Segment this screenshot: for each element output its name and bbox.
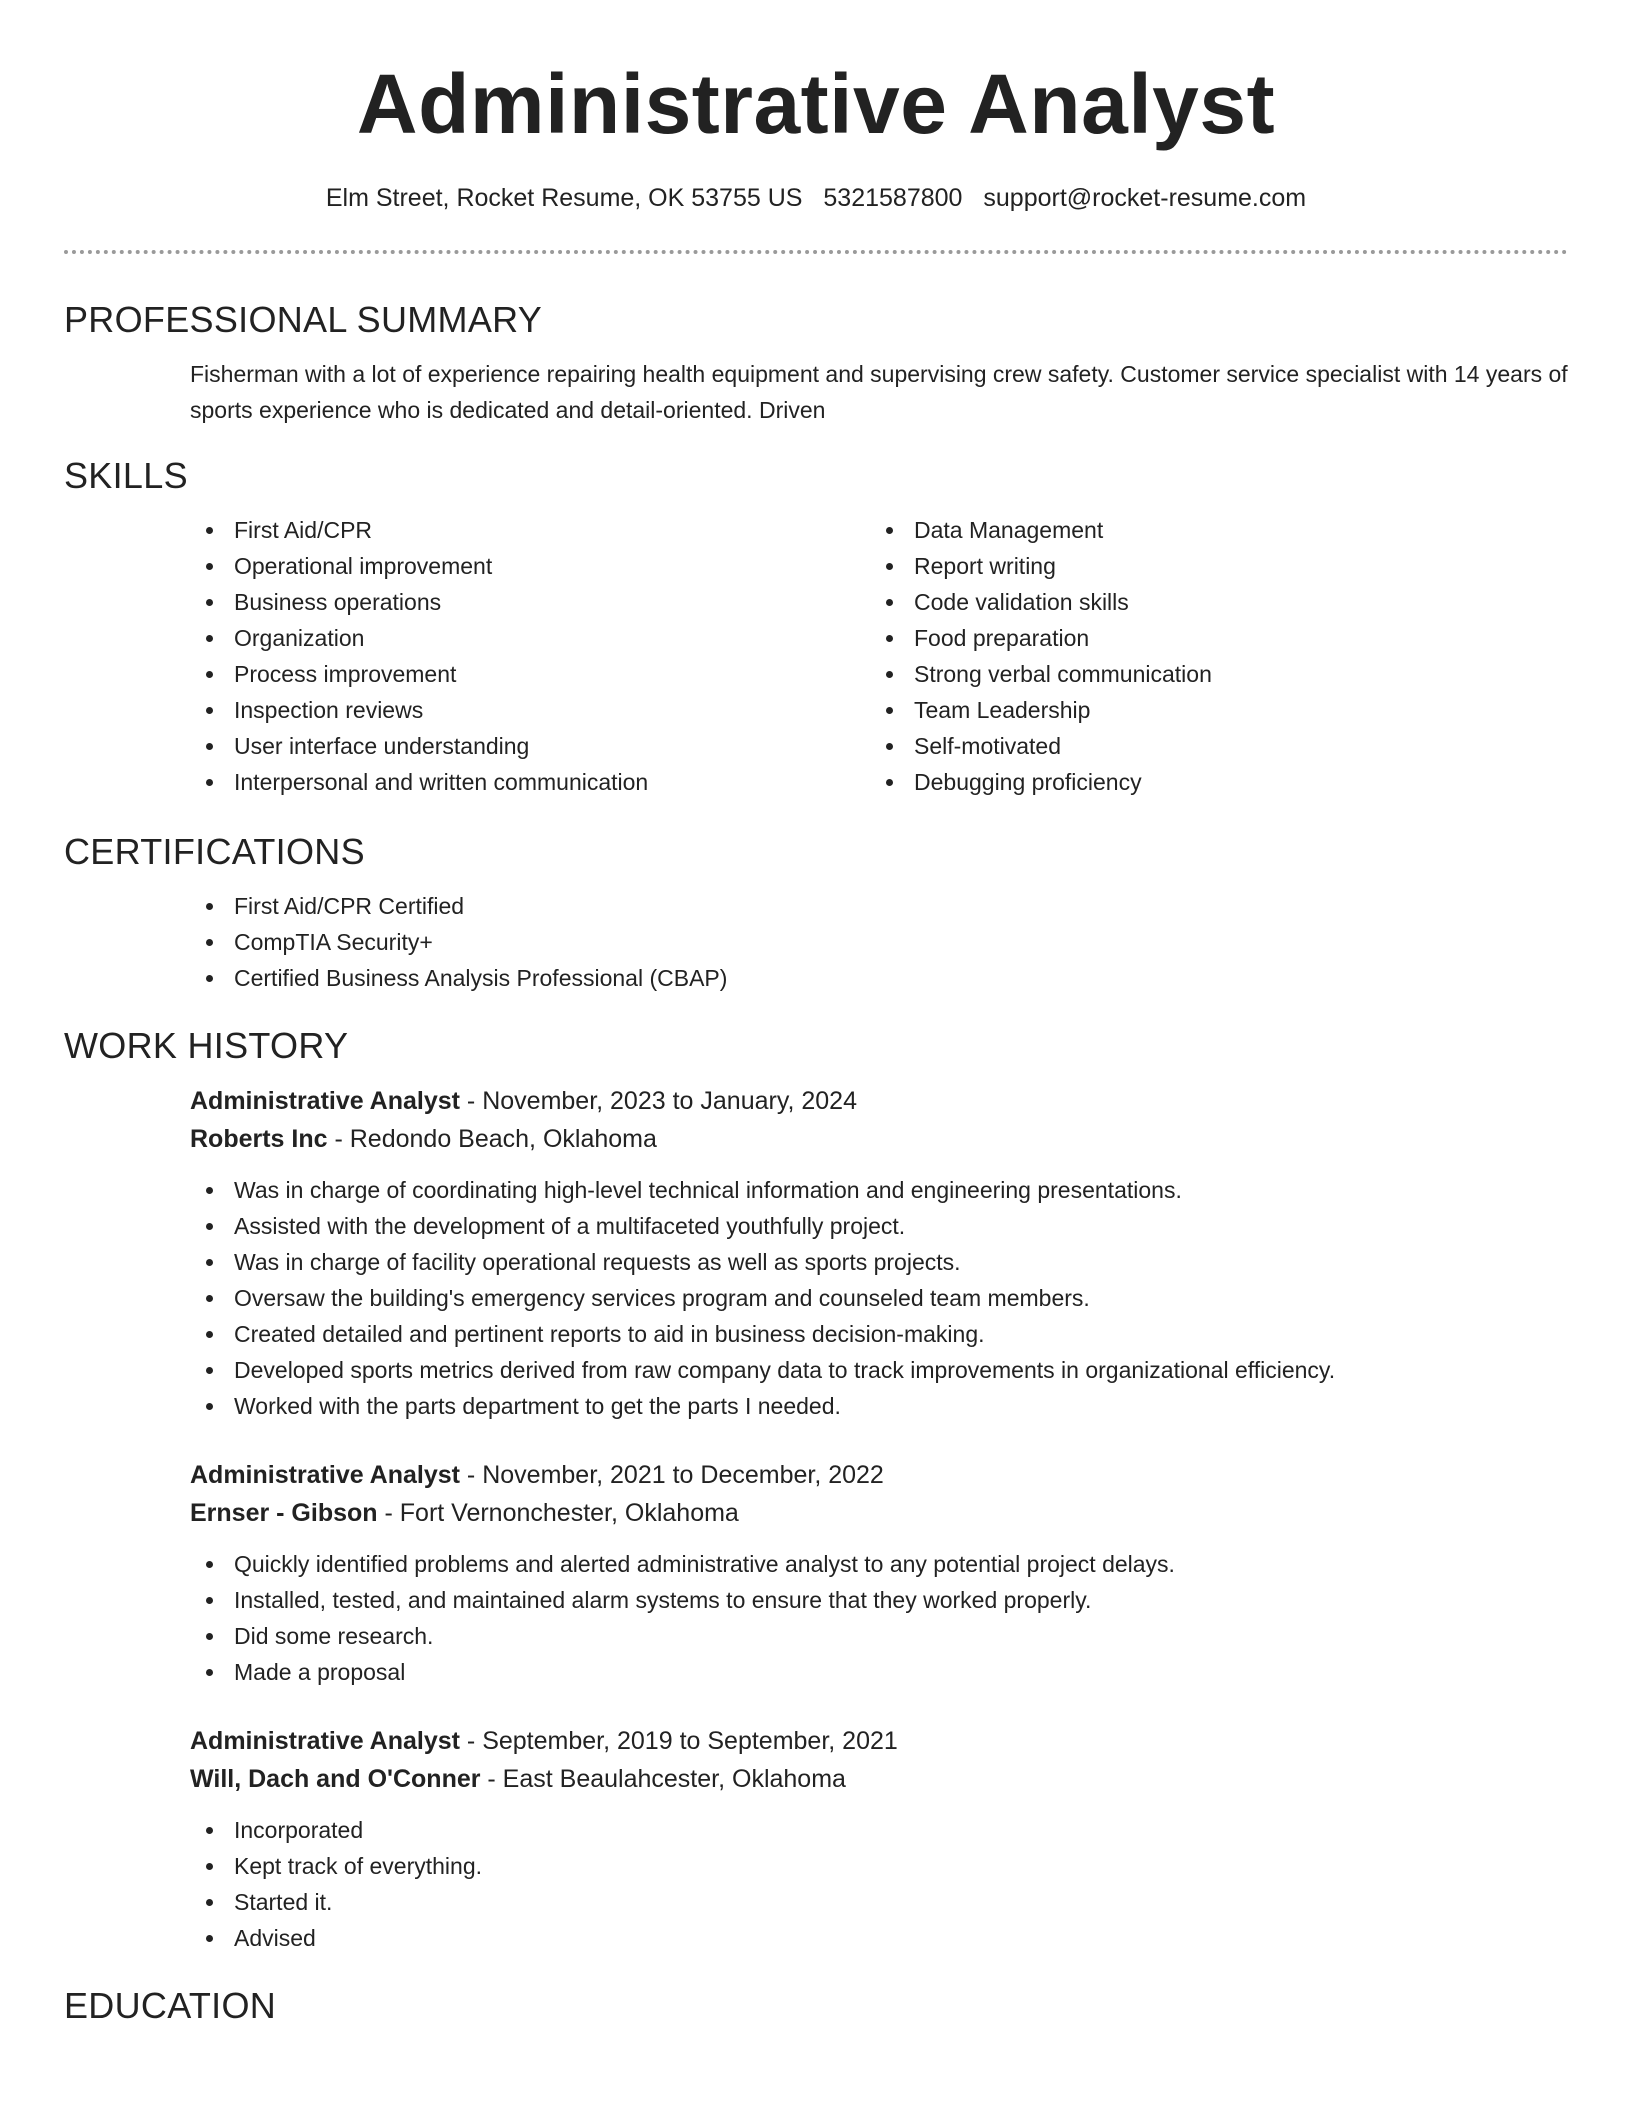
job-company-line — [190, 1120, 1568, 1158]
skill-item: User interface understanding — [190, 728, 870, 764]
job-dates: - November, 2021 to December, 2022 — [459, 1461, 884, 1489]
skill-item: Strong verbal communication — [870, 656, 1550, 692]
job-duty: Kept track of everything. — [190, 1848, 1568, 1884]
certifications-title: CERTIFICATIONS — [64, 831, 365, 872]
job-company: Will, Dach and O'Conner — [190, 1765, 481, 1793]
job-duties-list — [190, 1812, 1568, 1956]
job-duty: Assisted with the development of a multifaceted youthfully project. — [190, 1208, 1568, 1244]
candidate-name: Administrative Analyst — [356, 57, 1276, 151]
skill-item: Process improvement — [190, 656, 870, 692]
job-company-line — [190, 1494, 1568, 1532]
skill-item: Team Leadership — [870, 692, 1550, 728]
certifications-list — [190, 888, 1568, 996]
job-company-line — [190, 1760, 1568, 1798]
resume-header — [64, 0, 1568, 214]
skill-item: First Aid/CPR — [190, 512, 870, 548]
job-location: - East Beaulahcester, Oklahoma — [480, 1765, 846, 1793]
certifications-section — [64, 830, 1568, 996]
job-company: Roberts Inc — [190, 1125, 328, 1153]
job-duty: Made a proposal — [190, 1654, 1568, 1690]
resume-page — [64, 0, 1568, 2028]
job-duty: Advised — [190, 1920, 1568, 1956]
job-title-line — [190, 1456, 1568, 1494]
job-location: - Redondo Beach, Oklahoma — [327, 1125, 657, 1153]
work-history-title: WORK HISTORY — [64, 1025, 349, 1066]
job-duty: Worked with the parts department to get the parts I needed. — [190, 1388, 1568, 1424]
job-dates: - November, 2023 to January, 2024 — [459, 1087, 857, 1115]
job-duty: Did some research. — [190, 1618, 1568, 1654]
job-title: Administrative Analyst — [190, 1461, 460, 1489]
job-duties-list — [190, 1546, 1568, 1690]
skill-item: Self-motivated — [870, 728, 1550, 764]
skill-item: Operational improvement — [190, 548, 870, 584]
job-duty: Installed, tested, and maintained alarm systems to ensure that they worked properly. — [190, 1582, 1568, 1618]
skill-item: Report writing — [870, 548, 1550, 584]
skill-item: Inspection reviews — [190, 692, 870, 728]
job-duty: Started it. — [190, 1884, 1568, 1920]
job-duty: Incorporated — [190, 1812, 1568, 1848]
summary-text: Fisherman with a lot of experience repairing health equipment and supervising crew safety. Customer service specialist with 14 years of sports experience who is dedicated and detail-oriented. Driven — [190, 361, 1568, 423]
job-entry — [190, 1082, 1568, 1424]
job-duty: Developed sports metrics derived from raw company data to track improvements in organizational efficiency. — [190, 1352, 1568, 1388]
certification-item: Certified Business Analysis Professional (CBAP) — [190, 960, 1568, 996]
job-entry — [190, 1456, 1568, 1690]
certification-item: CompTIA Security+ — [190, 924, 1568, 960]
job-duty: Was in charge of coordinating high-level technical information and engineering presentations. — [190, 1172, 1568, 1208]
contact-address: Elm Street, Rocket Resume, OK 53755 US — [325, 184, 803, 212]
skill-item: Code validation skills — [870, 584, 1550, 620]
summary-section — [64, 298, 1568, 428]
skills-list-left — [190, 512, 870, 800]
job-title-line — [190, 1082, 1568, 1120]
skill-item: Organization — [190, 620, 870, 656]
job-company: Ernser - Gibson — [190, 1499, 378, 1527]
skill-item: Data Management — [870, 512, 1550, 548]
job-duties-list — [190, 1172, 1568, 1424]
skills-list-right — [870, 512, 1550, 800]
summary-title: PROFESSIONAL SUMMARY — [64, 299, 543, 340]
work-history-section — [64, 1024, 1568, 1956]
job-duty: Oversaw the building's emergency services program and counseled team members. — [190, 1280, 1568, 1316]
skill-item: Interpersonal and written communication — [190, 764, 870, 800]
job-dates: - September, 2019 to September, 2021 — [459, 1727, 898, 1755]
skills-section — [64, 454, 1568, 800]
skills-title: SKILLS — [64, 455, 188, 496]
header-divider — [64, 250, 1568, 254]
contact-email: support@rocket-resume.com — [983, 184, 1307, 212]
job-duty: Created detailed and pertinent reports to aid in business decision-making. — [190, 1316, 1568, 1352]
skill-item: Business operations — [190, 584, 870, 620]
contact-line — [64, 182, 1568, 214]
job-title: Administrative Analyst — [190, 1727, 460, 1755]
job-title: Administrative Analyst — [190, 1087, 460, 1115]
education-section — [64, 1984, 1568, 2028]
job-duty: Was in charge of facility operational requests as well as sports projects. — [190, 1244, 1568, 1280]
job-location: - Fort Vernonchester, Oklahoma — [377, 1499, 739, 1527]
job-title-line — [190, 1722, 1568, 1760]
skill-item: Debugging proficiency — [870, 764, 1550, 800]
job-entry — [190, 1722, 1568, 1956]
job-duty: Quickly identified problems and alerted administrative analyst to any potential project delays. — [190, 1546, 1568, 1582]
certification-item: First Aid/CPR Certified — [190, 888, 1568, 924]
education-title: EDUCATION — [64, 1985, 277, 2026]
skill-item: Food preparation — [870, 620, 1550, 656]
contact-phone: 5321587800 — [823, 184, 963, 212]
